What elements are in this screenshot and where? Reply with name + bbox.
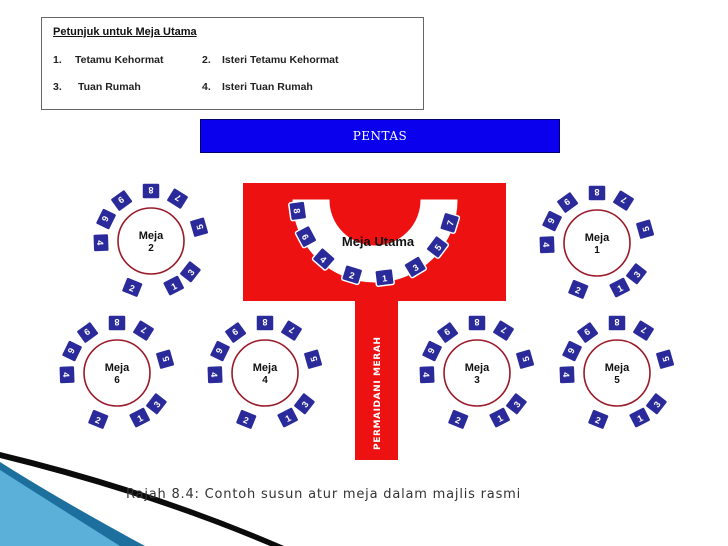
main-seat-5-number: 5 <box>432 242 444 253</box>
table-4-seat-2-number: 2 <box>241 414 251 426</box>
main-seat-3-number: 3 <box>410 262 421 274</box>
table-5-seat-5-number: 5 <box>660 355 672 363</box>
table-2-seat-9-number: 9 <box>116 194 126 206</box>
table-4-seat-6-number: 6 <box>213 346 225 356</box>
legend-title: Petunjuk untuk Meja Utama <box>53 26 197 38</box>
table-5-number: 5 <box>614 375 620 386</box>
legend-item-2-label: Isteri Tetamu Kehormat <box>222 54 339 66</box>
table-1-seat-2-number: 2 <box>573 284 583 296</box>
legend-item-4-label: Isteri Tuan Rumah <box>222 81 313 93</box>
table-6-seat-6-number: 6 <box>65 346 77 356</box>
table-3-seat-5-number: 5 <box>520 355 532 363</box>
main-seat-1-number: 1 <box>381 273 388 284</box>
table-5-seat-4-number: 4 <box>560 372 572 378</box>
table-4-seat-9-number: 9 <box>230 326 240 338</box>
table-4-seat-5-number: 5 <box>308 355 320 363</box>
table-3-seat-8-number: 8 <box>474 317 480 327</box>
table-5-seat-7-number: 7 <box>639 324 649 336</box>
table-1-seat-3-number: 3 <box>631 269 643 280</box>
table-4-seat-4-number: 4 <box>208 372 220 378</box>
table-5-seat-6-number: 6 <box>565 346 577 356</box>
main-seat-8-number: 8 <box>291 207 303 215</box>
table-1-seat-6-number: 6 <box>545 216 557 226</box>
stage-bar: PENTAS <box>200 119 560 153</box>
table-6-seat-5-number: 5 <box>160 355 172 363</box>
table-2-number: 2 <box>148 243 154 254</box>
legend-item-1-label: Tetamu Kehormat <box>75 54 164 66</box>
table-5-seat-3-number: 3 <box>651 399 663 410</box>
main-seat-7-number: 7 <box>445 219 457 227</box>
main-seat-4-number: 4 <box>317 254 329 266</box>
table-1-word: Meja <box>584 232 610 244</box>
table-6-seat-8-number: 8 <box>114 317 120 327</box>
table-3-seat-1-number: 1 <box>495 412 505 425</box>
table-6-seat-1-number: 1 <box>135 412 145 425</box>
table-6-word: Meja <box>104 362 130 374</box>
table-1-seat-9-number: 9 <box>562 196 572 208</box>
table-1-seat-1-number: 1 <box>615 282 625 295</box>
table-2-seat-8-number: 8 <box>148 185 154 195</box>
legend-item-4-num: 4. <box>202 81 211 93</box>
figure-caption: Rajah 8.4: Contoh susun atur meja dalam majlis rasmi <box>126 487 522 502</box>
table-5-seat-9-number: 9 <box>582 326 592 338</box>
table-2-seat-7-number: 7 <box>173 192 183 204</box>
table-3-seat-6-number: 6 <box>425 346 437 356</box>
table-3-seat-3-number: 3 <box>511 399 523 410</box>
table-2-word: Meja <box>138 230 164 242</box>
main-table-label: Meja Utama <box>341 234 415 249</box>
table-1-seat-8-number: 8 <box>594 187 600 197</box>
main-seat-6-number: 6 <box>299 232 311 242</box>
table-5-seat-8-number: 8 <box>614 317 620 327</box>
table-4-number: 4 <box>262 375 268 386</box>
table-6-seat-2-number: 2 <box>93 414 103 426</box>
table-3-word: Meja <box>464 362 490 374</box>
legend-item-3-num: 3. <box>53 81 62 93</box>
table-1-number: 1 <box>594 245 600 256</box>
table-3-seat-9-number: 9 <box>442 326 452 338</box>
table-3-number: 3 <box>474 375 480 386</box>
table-3-seat-4-number: 4 <box>420 372 432 378</box>
table-2-seat-4-number: 4 <box>94 240 106 246</box>
table-4-seat-8-number: 8 <box>262 317 268 327</box>
table-5-word: Meja <box>604 362 630 374</box>
table-2-seat-6-number: 6 <box>99 214 111 224</box>
table-2-seat-1-number: 1 <box>169 280 179 293</box>
table-6-seat-3-number: 3 <box>151 399 163 410</box>
table-5-seat-2-number: 2 <box>593 414 603 426</box>
table-6-seat-9-number: 9 <box>82 326 92 338</box>
table-3-seat-2-number: 2 <box>453 414 463 426</box>
table-2-seat-3-number: 3 <box>185 267 197 278</box>
table-2-seat-2-number: 2 <box>127 282 137 294</box>
table-5-seat-1-number: 1 <box>635 412 645 425</box>
legend-item-3-label: Tuan Rumah <box>78 81 141 93</box>
table-4-seat-3-number: 3 <box>299 399 311 410</box>
table-2-seat-5-number: 5 <box>194 223 206 231</box>
red-carpet-label: PERMAIDANI MERAH <box>373 336 383 450</box>
table-3-seat-7-number: 7 <box>499 324 509 336</box>
table-4-seat-7-number: 7 <box>287 324 297 336</box>
legend-item-1-num: 1. <box>53 54 62 66</box>
table-6-seat-7-number: 7 <box>139 324 149 336</box>
table-4-word: Meja <box>252 362 278 374</box>
table-1-seat-5-number: 5 <box>640 225 652 233</box>
table-6-number: 6 <box>114 375 120 386</box>
main-seat-2-number: 2 <box>348 270 356 282</box>
table-6-seat-4-number: 4 <box>60 372 72 378</box>
legend-item-2-num: 2. <box>202 54 211 66</box>
table-1-seat-7-number: 7 <box>619 194 629 206</box>
table-1-seat-4-number: 4 <box>540 242 552 248</box>
table-4-seat-1-number: 1 <box>283 412 293 425</box>
